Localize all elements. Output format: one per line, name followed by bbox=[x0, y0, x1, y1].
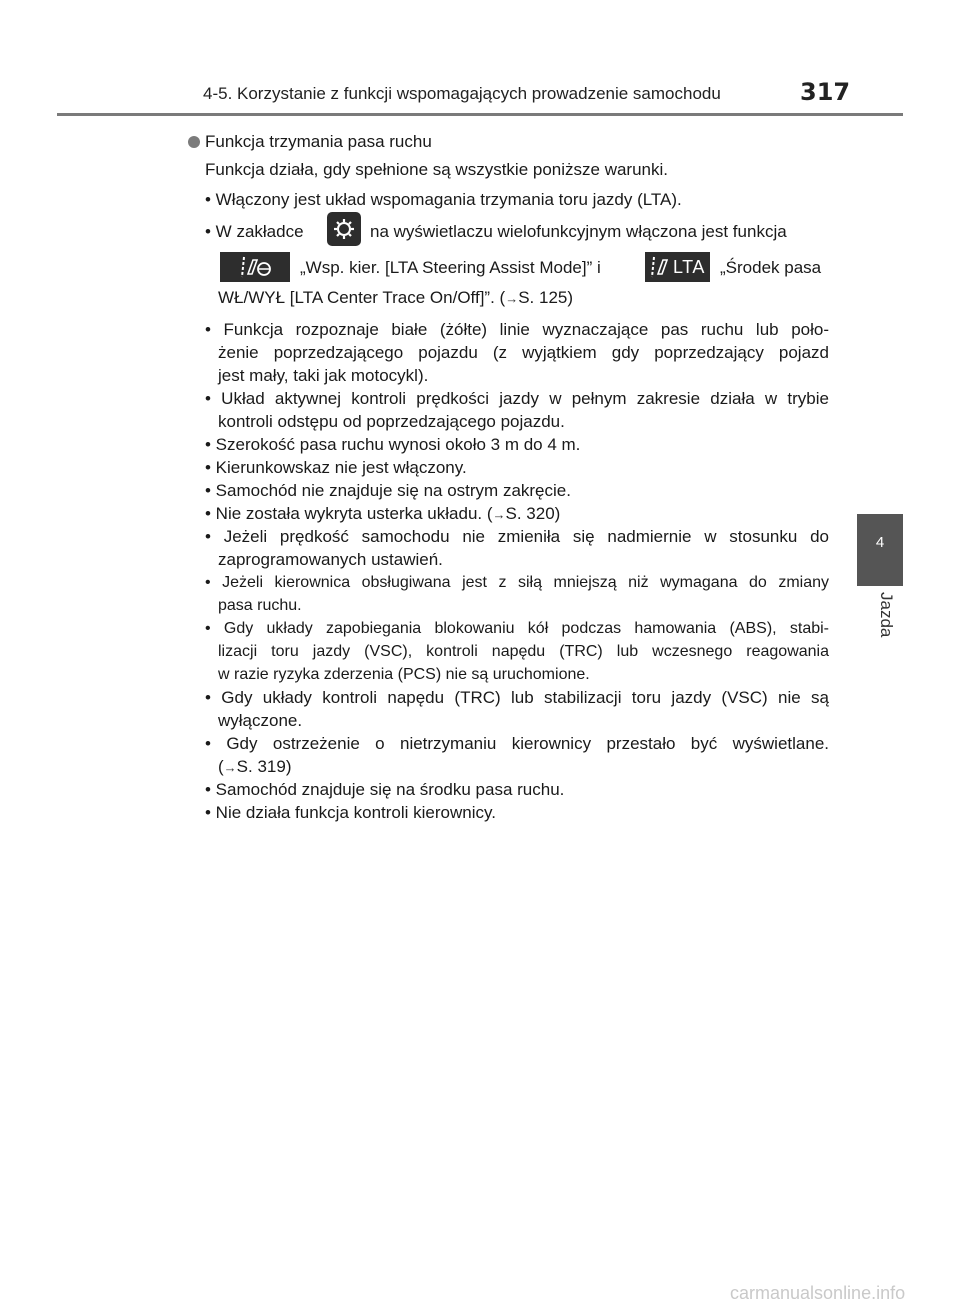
condition-item-continued: jest mały, taki jak motocykl). bbox=[218, 366, 429, 385]
condition-item: • Gdy układy kontroli napędu (TRC) lub stabilizacji toru jazdy (VSC) nie są bbox=[205, 688, 829, 707]
condition-item-part: „Wsp. kier. [LTA Steering Assist Mode]” i bbox=[300, 258, 601, 277]
condition-item-part: • W zakładce bbox=[205, 222, 304, 241]
condition-item: • Samochód nie znajduje się na ostrym zakręcie. bbox=[205, 481, 571, 500]
header-divider bbox=[57, 113, 903, 116]
condition-item: • Gdy ostrzeżenie o nietrzymaniu kierownicy przestało być wyświetlane. bbox=[205, 734, 829, 753]
page-reference-link[interactable]: S. 125) bbox=[518, 288, 574, 307]
condition-text: • Nie została wykryta usterka układu. ( bbox=[205, 504, 493, 523]
lta-icon bbox=[645, 252, 710, 282]
condition-item: • Nie działa funkcja kontroli kierownicy. bbox=[205, 803, 496, 822]
steering-assist-icon bbox=[220, 252, 290, 282]
chapter-title: 4-5. Korzystanie z funkcji wspomagających prowadzenie samochodu bbox=[203, 84, 721, 103]
condition-item: • Jeżeli prędkość samochodu nie zmieniła się nadmiernie w stosunku do bbox=[205, 527, 829, 546]
arrow-right-icon: → bbox=[223, 760, 237, 775]
chapter-tab-label: Jazda bbox=[877, 592, 896, 638]
condition-item: • Samochód znajduje się na środku pasa ruchu. bbox=[205, 780, 565, 799]
condition-item: • Kierunkowskaz nie jest włączony. bbox=[205, 458, 467, 477]
condition-item-continued: kontroli odstępu od poprzedzającego pojazdu. bbox=[218, 412, 565, 431]
lta-icon-label: LTA bbox=[673, 257, 705, 277]
condition-item-continued: żenie poprzedzającego pojazdu (z wyjątkiem gdy poprzedzający pojazd bbox=[218, 343, 829, 362]
condition-item-continued: zaprogramowanych ustawień. bbox=[218, 550, 443, 569]
condition-item: • Włączony jest układ wspomagania trzymania toru jazdy (LTA). bbox=[205, 190, 682, 209]
condition-item: • Jeżeli kierownica obsługiwana jest z siłą mniejszą niż wymagana do zmiany bbox=[205, 574, 829, 591]
condition-item-continued: w razie ryzyka zderzenia (PCS) nie są uruchomione. bbox=[218, 666, 590, 683]
condition-item: • Gdy układy zapobiegania blokowaniu kół podczas hamowania (ABS), stabi- bbox=[205, 620, 829, 637]
condition-item: • Szerokość pasa ruchu wynosi około 3 m do 4 m. bbox=[205, 435, 581, 454]
page-reference-link[interactable]: S. 320) bbox=[505, 504, 561, 523]
condition-item-part: na wyświetlaczu wielofunkcyjnym włączona jest funkcja bbox=[370, 222, 787, 241]
condition-item-continued: pasa ruchu. bbox=[218, 597, 302, 614]
condition-item: • Układ aktywnej kontroli prędkości jazdy w pełnym zakresie działa w trybie bbox=[205, 389, 829, 408]
source-watermark: carmanualsonline.info bbox=[730, 1283, 906, 1303]
page-number: 317 bbox=[800, 78, 851, 106]
arrow-right-icon: → bbox=[505, 291, 519, 306]
arrow-right-icon: → bbox=[492, 507, 506, 522]
section-heading-text: Funkcja trzymania pasa ruchu bbox=[205, 132, 432, 151]
page-header bbox=[0, 0, 960, 116]
condition-item-continued: wyłączone. bbox=[218, 711, 303, 730]
bullet-circle-icon bbox=[188, 136, 200, 148]
chapter-tab bbox=[857, 514, 903, 586]
condition-text: WŁ/WYŁ [LTA Center Trace On/Off]”. ( bbox=[218, 288, 506, 307]
condition-text: ( bbox=[218, 757, 224, 776]
condition-item-continued bbox=[218, 755, 291, 779]
condition-item-part bbox=[218, 286, 573, 310]
condition-item-part: „Środek pasa bbox=[720, 258, 822, 277]
page-reference-link[interactable]: S. 319) bbox=[236, 757, 292, 776]
settings-gear-icon bbox=[327, 212, 361, 246]
chapter-tab-number: 4 bbox=[875, 534, 885, 551]
condition-item bbox=[205, 502, 560, 526]
condition-item: • Funkcja rozpoznaje białe (żółte) linie wyznaczające pas ruchu lub poło- bbox=[205, 320, 829, 339]
section-intro: Funkcja działa, gdy spełnione są wszystkie poniższe warunki. bbox=[205, 160, 669, 179]
condition-item-continued: lizacji toru jazdy (VSC), kontroli napędu (TRC) lub wczesnego reagowania bbox=[218, 643, 829, 660]
